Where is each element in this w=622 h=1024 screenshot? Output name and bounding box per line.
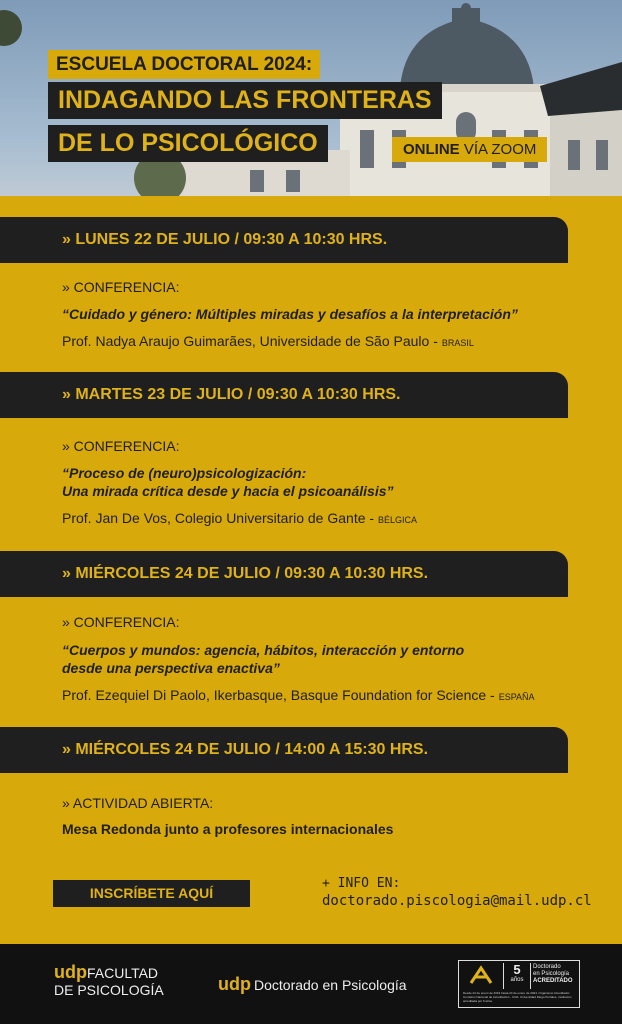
session-1-speaker [62,333,474,349]
session-2-title: “Proceso de (neuro)psicologización: Una mirada crítica desde y hacia el psicoanálisis” [62,465,394,499]
faculty-logo-line1: FACULTAD [87,965,159,981]
faculty-logo [54,964,164,999]
session-3-speaker-name: Prof. Ezequiel Di Paolo, Ikerbasque, Basque Foundation for Science - [62,687,495,703]
session-3-date-bar: » MIÉRCOLES 24 DE JULIO / 09:30 A 10:30 HRS. [0,551,568,597]
session-2-date-bar: » MARTES 23 DE JULIO / 09:30 A 10:30 HRS. [0,372,568,418]
session-3-speaker [62,687,535,703]
session-2-country: BÉLGICA [378,515,418,525]
session-4-title: Mesa Redonda junto a profesores internacionales [62,821,394,837]
session-3-title: “Cuerpos y mundos: agencia, hábitos, interacción y entorno desde una perspectiva enactiva” [62,642,465,676]
session-2-speaker [62,510,417,526]
online-badge [392,137,547,162]
session-2-type: » CONFERENCIA: [62,438,180,454]
info-label: + INFO EN: [322,876,401,891]
session-1-country: BRASIL [441,338,474,348]
hero-banner [0,0,622,196]
session-3-type: » CONFERENCIA: [62,614,180,630]
doctorate-logo-text: Doctorado en Psicología [254,977,407,993]
accreditation-years-unit: años [510,977,524,983]
doctorate-logo [218,974,407,995]
session-4-date-bar: » MIÉRCOLES 24 DE JULIO / 14:00 A 15:30 HRS. [0,727,568,773]
accreditation-label-3: ACREDITADO [533,978,573,984]
accreditation-fine-print: Desde 24 de enero de 2019 hasta 24 de enero de 2024. Organismo Acreditador: Comisión Nacional de Acreditación - CNA. Universidad Diego Portales, institución acreditada por 6 años. [463,991,572,1003]
contact-email-link[interactable]: doctorado.piscologia@mail.udp.cl [322,893,592,909]
session-1-title: “Cuidado y género: Múltiples miradas y desafíos a la interpretación” [62,306,518,322]
session-3-country: ESPAÑA [498,692,535,702]
accreditation-label-2: en Psicología [533,971,570,977]
accreditation-label-1: Doctorado [533,964,561,970]
session-1-date-bar: » LUNES 22 DE JULIO / 09:30 A 10:30 HRS. [0,217,568,263]
footer [0,944,622,1024]
accreditation-years [503,963,531,989]
cna-logo-icon [463,965,499,987]
accreditation-years-number: 5 [513,962,521,977]
page-title-line2: DE LO PSICOLÓGICO [48,125,328,162]
doctorate-logo-udp: udp [218,974,251,994]
session-2-speaker-name: Prof. Jan De Vos, Colegio Universitario de Gante - [62,510,375,526]
zoom-label: VÍA ZOOM [463,141,537,158]
event-kicker: ESCUELA DOCTORAL 2024: [48,50,320,79]
online-label: ONLINE [403,141,460,158]
faculty-logo-line2: DE PSICOLOGÍA [54,982,164,998]
session-4-type: » ACTIVIDAD ABIERTA: [62,795,214,811]
session-1-speaker-name: Prof. Nadya Araujo Guimarães, Universidade de São Paulo - [62,333,438,349]
session-1-type: » CONFERENCIA: [62,279,180,295]
faculty-logo-udp: udp [54,962,87,982]
accreditation-label [533,964,573,985]
accreditation-seal [458,960,580,1008]
page-title-line1: INDAGANDO LAS FRONTERAS [48,82,442,119]
register-button[interactable]: INSCRÍBETE AQUÍ [53,880,250,907]
